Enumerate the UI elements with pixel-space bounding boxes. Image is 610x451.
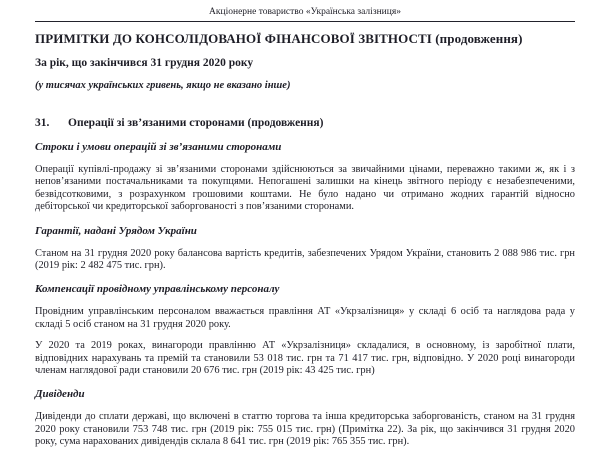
- paragraph-dividends: Дивіденди до сплати державі, що включені в статтю торгова та інша кредиторська заборгованість, станом на 31 грудня 2020 року становили 753 748 тис. грн (2019 рік: 755 015 тис. грн) (Примітка 22). За рік, що закінчився 31 грудня 2020 року, сума нарахованих дивідендів склала 8 641 тис. грн (2019 рік: 765 355 тис. грн).: [35, 411, 575, 448]
- paragraph-key-management-composition: Провідним управлінським персоналом вважається правління АТ «Укрзалізниця» у складі 6 осіб та наглядова рада у складі 5 осіб станом на 31 грудня 2020 року.: [35, 306, 575, 330]
- section-heading: [35, 116, 575, 130]
- document-title: ПРИМІТКИ ДО КОНСОЛІДОВАНОЇ ФІНАНСОВОЇ ЗВІТНОСТІ (продовження): [35, 31, 523, 46]
- section-title: Операції зі зв’язаними сторонами (продовження): [68, 117, 324, 129]
- subheading-terms-and-conditions: Строки і умови операцій зі зв’язаними сторонами: [35, 141, 282, 153]
- paragraph-key-management-remuneration: У 2020 та 2019 роках, винагороди правлінню АТ «Укрзалізниця» складалися, в основному, із заробітної плати, відповідних нарахувань та премій та становили 53 018 тис. грн та 71 417 тис. грн, відповідно. У 2020 році винагороди членам наглядової ради становили 20 676 тис. грн (2019 рік: 43 425 тис. грн): [35, 340, 575, 377]
- units-note: (у тисячах українських гривень, якщо не вказано інше): [35, 80, 291, 91]
- subheading-government-guarantees: Гарантії, надані Урядом України: [35, 224, 197, 237]
- running-header: Акціонерне товариство «Українська залізниця»: [35, 6, 575, 22]
- subheading-key-management-compensation: Компенсації провідному управлінському персоналу: [35, 283, 280, 296]
- subheading-dividends: Дивіденди: [35, 388, 85, 401]
- section-number: 31.: [35, 117, 50, 129]
- reporting-period-line: За рік, що закінчився 31 грудня 2020 року: [35, 57, 254, 69]
- paragraph-terms-and-conditions: Операції купівлі-продажу зі зв’язаними сторонами здійснюються за звичайними цінами, переважно такими ж, як і з непов’язаними постачальниками та покупцями. Непогашені залишки на кінець звітного періоду є незабезпеченими, безвідсотковими, з розрахунком грошовими коштами. Не було надано чи отримано жодних гарантій відносно дебіторської чи кредиторської заборгованості з пов’язаними сторонами.: [35, 164, 575, 213]
- paragraph-government-guarantees: Станом на 31 грудня 2020 року балансова вартість кредитів, забезпечених Урядом України, становить 2 088 986 тис. грн (2019 рік: 2 482 475 тис. грн).: [35, 247, 575, 272]
